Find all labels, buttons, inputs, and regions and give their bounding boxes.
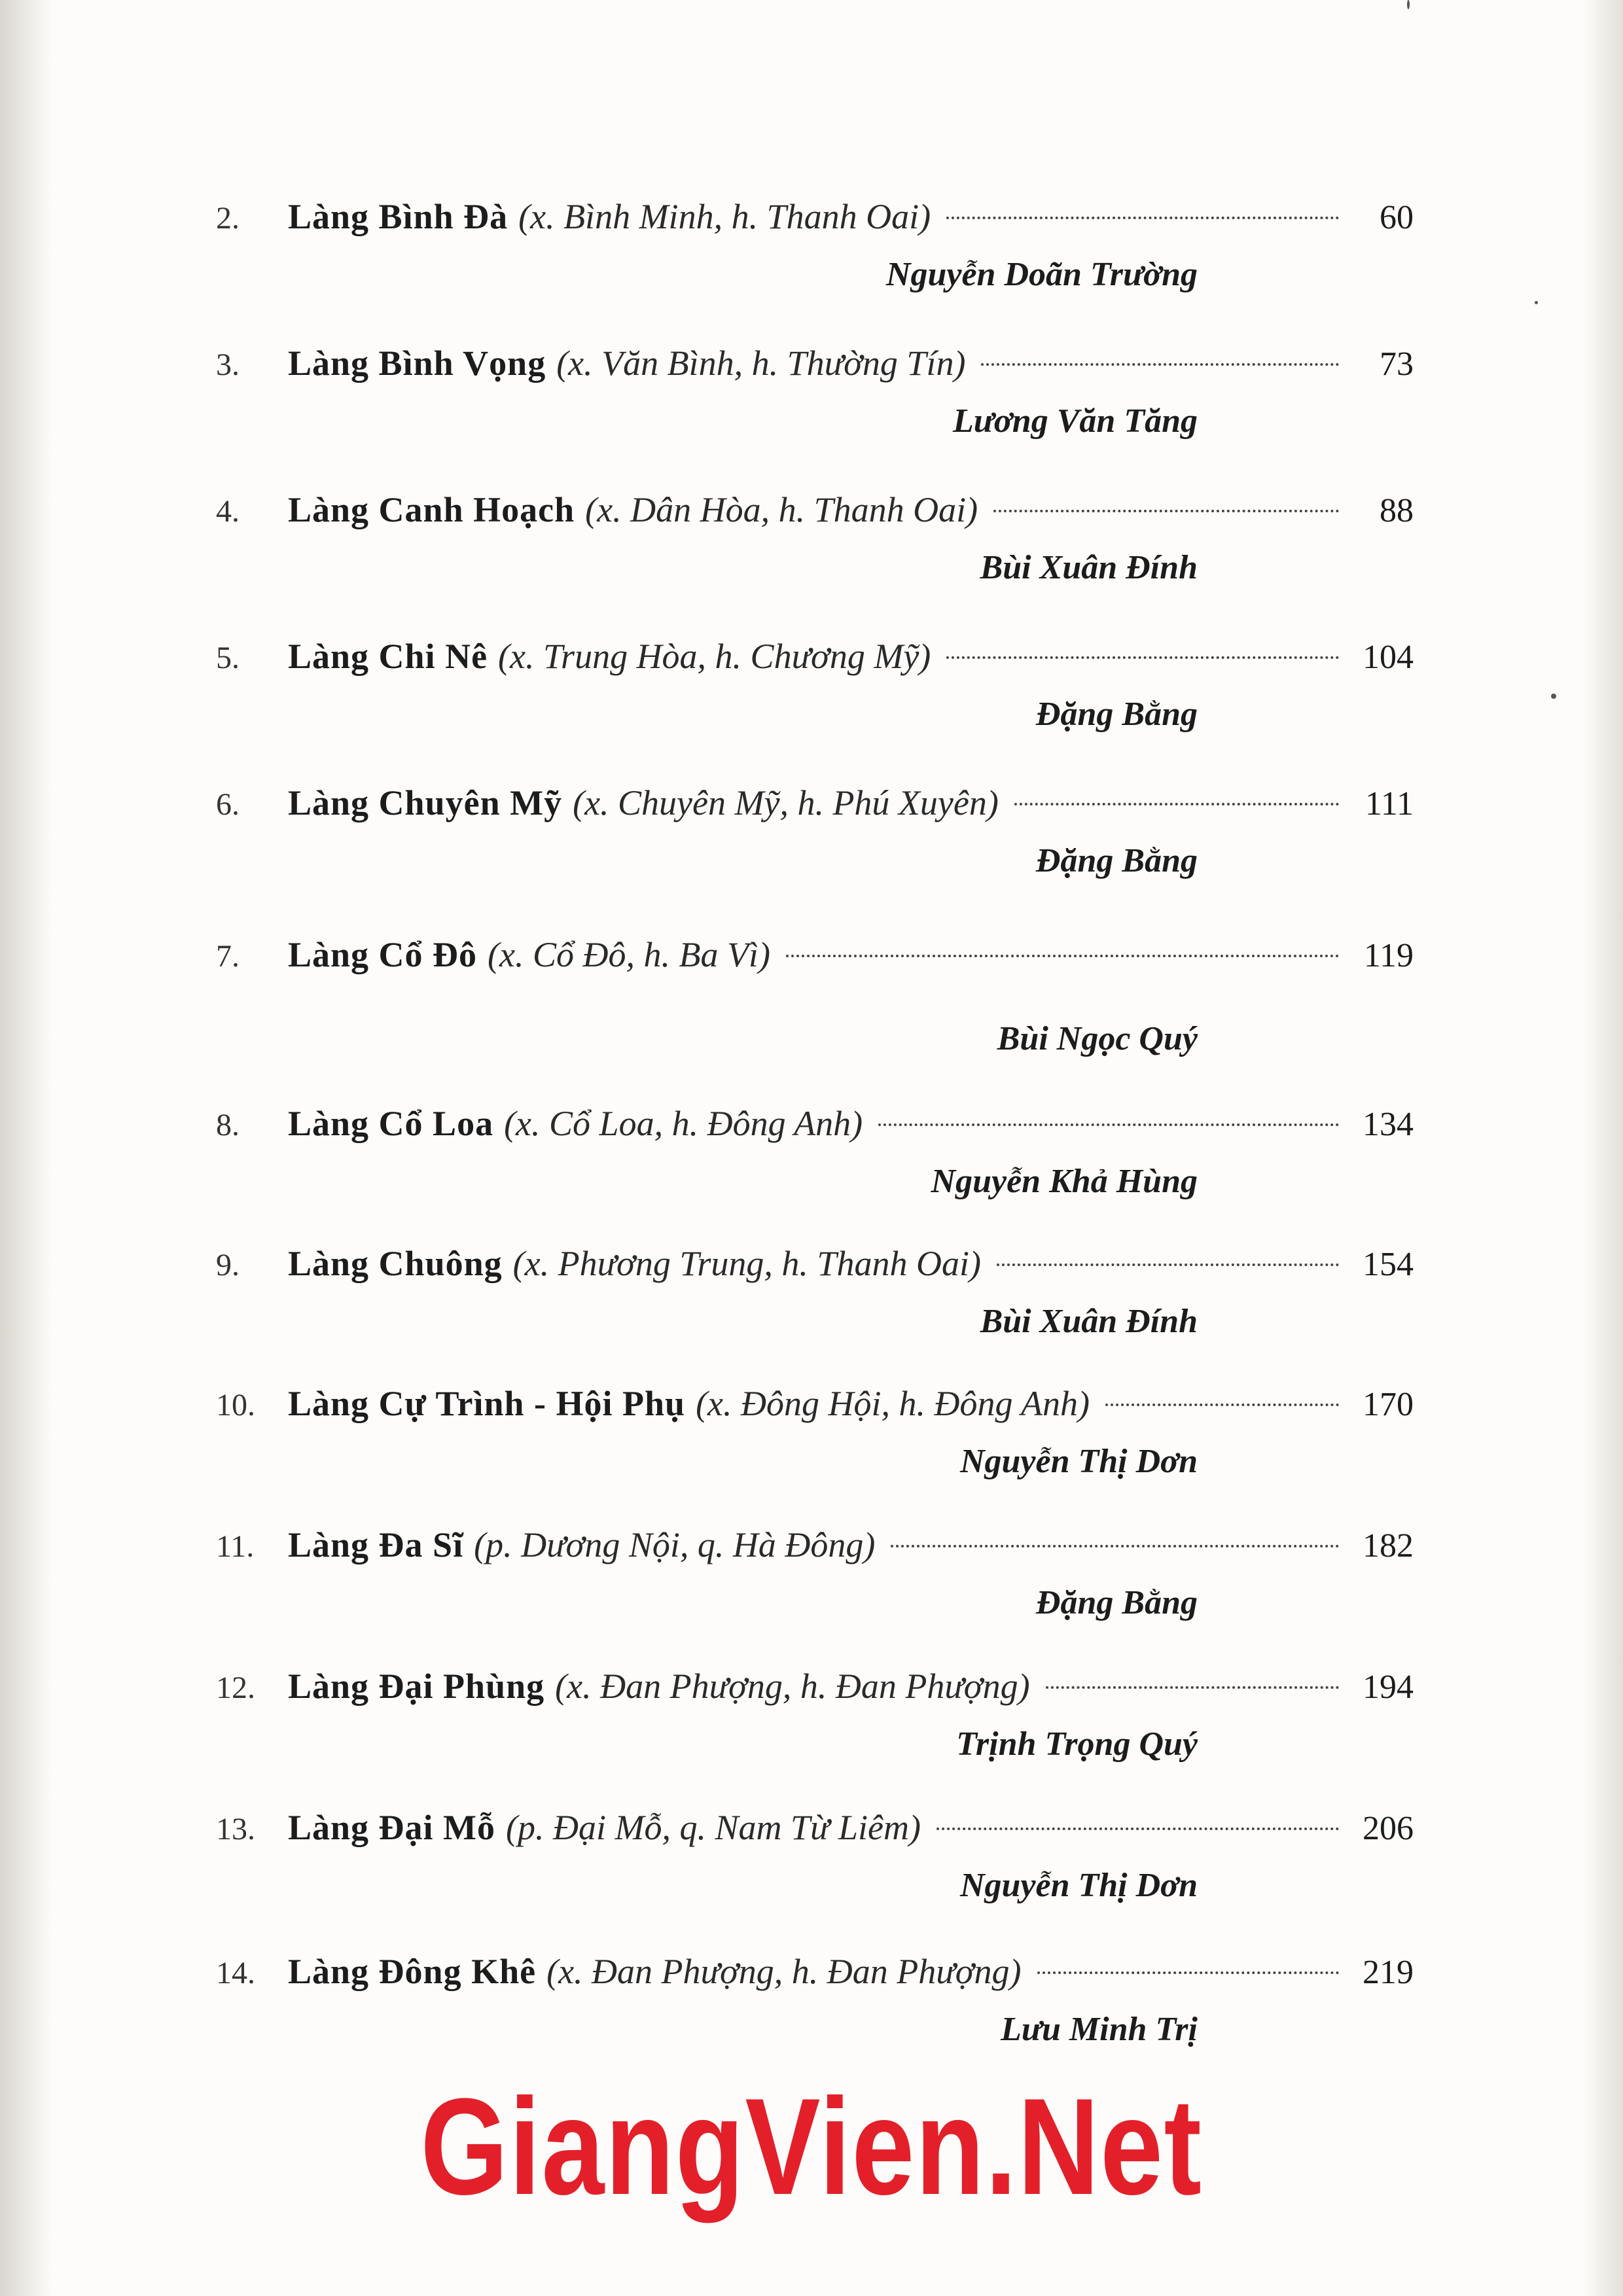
page-number: 194 xyxy=(1363,1669,1414,1706)
toc-entry[interactable] xyxy=(216,1666,1414,1797)
entry-number: 6. xyxy=(216,787,240,822)
entry-author: Bùi Xuân Đính xyxy=(980,1303,1198,1340)
entry-author: Nguyễn Thị Dơn xyxy=(959,1867,1198,1904)
dot-leader xyxy=(786,928,1339,957)
toc-entry-line xyxy=(216,1807,1414,1860)
village-location: (x. Dân Hòa, h. Thanh Oai) xyxy=(585,490,978,529)
entry-number: 8. xyxy=(216,1108,240,1142)
page-number: 104 xyxy=(1363,639,1414,676)
village-location: (x. Phương Trung, h. Thanh Oai) xyxy=(512,1244,981,1283)
page-right-edge-shadow xyxy=(1584,0,1623,2296)
village-location: (x. Trung Hòa, h. Chương Mỹ) xyxy=(498,637,931,676)
dot-leader xyxy=(878,1097,1339,1126)
toc-entry[interactable] xyxy=(216,636,1414,767)
entry-author: Trịnh Trọng Quý xyxy=(956,1725,1198,1763)
toc-entry[interactable] xyxy=(216,1951,1414,2082)
toc-entry-line xyxy=(216,783,1414,835)
entry-author: Bùi Xuân Đính xyxy=(980,549,1198,586)
village-name: Làng Bình Đà xyxy=(288,197,508,236)
entry-number: 11. xyxy=(216,1529,255,1564)
entry-author: Nguyễn Khả Hùng xyxy=(931,1163,1198,1200)
scan-speck xyxy=(1407,0,1410,9)
entry-number: 13. xyxy=(216,1812,255,1846)
entry-number: 4. xyxy=(216,494,240,529)
dot-leader xyxy=(946,190,1339,219)
village-location: (x. Đan Phượng, h. Đan Phượng) xyxy=(546,1952,1022,1991)
toc-entry-line xyxy=(216,1951,1414,2004)
site-watermark: GiangVien.Net xyxy=(420,2070,1203,2223)
dot-leader xyxy=(1046,1660,1339,1689)
dot-leader xyxy=(1105,1377,1339,1406)
entry-number: 10. xyxy=(216,1388,255,1422)
entry-author: Đặng Bằng xyxy=(1035,696,1198,733)
village-location: (x. Cổ Đô, h. Ba Vì) xyxy=(488,935,770,974)
dot-leader xyxy=(946,630,1339,659)
village-location: (x. Chuyên Mỹ, h. Phú Xuyên) xyxy=(573,783,999,822)
page-number: 88 xyxy=(1380,492,1414,529)
dot-leader xyxy=(936,1801,1339,1830)
entry-number: 12. xyxy=(216,1670,255,1705)
page-number: 111 xyxy=(1364,785,1414,822)
entry-number: 14. xyxy=(216,1956,255,1990)
village-location: (x. Bình Minh, h. Thanh Oai) xyxy=(518,197,931,236)
toc-entry-line xyxy=(216,934,1414,987)
toc-entry-line xyxy=(216,489,1414,542)
village-name: Làng Chuông xyxy=(288,1244,503,1283)
entry-author: Nguyễn Thị Dơn xyxy=(959,1443,1198,1480)
entry-author: Lưu Minh Trị xyxy=(1001,2011,1198,2048)
village-name: Làng Cổ Đô xyxy=(288,935,478,974)
dot-leader xyxy=(1037,1945,1339,1974)
dot-leader xyxy=(997,1237,1339,1266)
toc-entry[interactable] xyxy=(216,1383,1414,1514)
toc-entry[interactable] xyxy=(216,196,1414,327)
village-location: (x. Cổ Loa, h. Đông Anh) xyxy=(504,1104,863,1143)
toc-entry-line xyxy=(216,1243,1414,1296)
toc-entry[interactable] xyxy=(216,783,1414,913)
toc-entry[interactable] xyxy=(216,1103,1414,1234)
page-number: 206 xyxy=(1363,1810,1414,1847)
village-name: Làng Đa Sĩ xyxy=(288,1525,464,1564)
page-left-edge-shadow xyxy=(0,0,52,2296)
dot-leader xyxy=(981,337,1339,366)
entry-number: 9. xyxy=(216,1248,240,1282)
toc-entry-line xyxy=(216,196,1414,249)
entry-author: Lương Văn Tăng xyxy=(952,402,1198,440)
page-number: 219 xyxy=(1363,1954,1414,1991)
toc-entry[interactable] xyxy=(216,343,1414,474)
toc-entry-line xyxy=(216,636,1414,688)
toc-entry[interactable] xyxy=(216,1525,1414,1655)
page-number: 182 xyxy=(1363,1527,1414,1564)
entry-number: 2. xyxy=(216,201,240,236)
entry-number: 5. xyxy=(216,641,240,675)
toc-entry[interactable] xyxy=(216,1807,1414,1938)
toc-entry[interactable] xyxy=(216,934,1414,1065)
village-name: Làng Đại Mỗ xyxy=(288,1808,496,1847)
scan-speck xyxy=(1535,301,1538,304)
village-name: Làng Chi Nê xyxy=(288,637,488,676)
village-location: (p. Đại Mỗ, q. Nam Từ Liêm) xyxy=(506,1808,921,1847)
toc-entry-line xyxy=(216,1666,1414,1718)
village-name: Làng Chuyên Mỹ xyxy=(288,783,563,822)
entry-number: 7. xyxy=(216,939,240,974)
entry-author: Nguyễn Doãn Trường xyxy=(885,256,1198,293)
scan-speck xyxy=(1551,694,1556,699)
village-name: Làng Canh Hoạch xyxy=(288,490,575,529)
dot-leader xyxy=(993,484,1339,512)
toc-entry[interactable] xyxy=(216,1243,1414,1374)
entry-author: Đặng Bằng xyxy=(1035,1584,1198,1621)
village-location: (x. Đan Phượng, h. Đan Phượng) xyxy=(555,1667,1030,1706)
village-name: Làng Đông Khê xyxy=(288,1952,537,1991)
village-name: Làng Đại Phùng xyxy=(288,1667,545,1706)
page-number: 60 xyxy=(1380,199,1414,236)
dot-leader xyxy=(891,1519,1339,1547)
page-number: 170 xyxy=(1363,1386,1414,1423)
entry-number: 3. xyxy=(216,347,240,382)
toc-entry-line xyxy=(216,1383,1414,1436)
village-location: (x. Đông Hội, h. Đông Anh) xyxy=(696,1384,1090,1423)
toc-entry[interactable] xyxy=(216,489,1414,620)
page-number: 73 xyxy=(1380,345,1414,383)
village-location: (x. Văn Bình, h. Thường Tín) xyxy=(556,344,966,383)
village-name: Làng Bình Vọng xyxy=(288,344,546,383)
village-location: (p. Dương Nội, q. Hà Đông) xyxy=(474,1525,876,1564)
village-name: Làng Cổ Loa xyxy=(288,1104,494,1143)
village-name: Làng Cự Trình - Hội Phụ xyxy=(288,1384,686,1423)
toc-entry-line xyxy=(216,1525,1414,1577)
page-number: 154 xyxy=(1363,1246,1414,1283)
dot-leader xyxy=(1014,777,1339,805)
entry-author: Bùi Ngọc Quý xyxy=(997,1020,1198,1057)
page-number: 134 xyxy=(1363,1106,1414,1143)
entry-author: Đặng Bằng xyxy=(1035,842,1198,879)
toc-entry-line xyxy=(216,343,1414,395)
toc-entry-line xyxy=(216,1103,1414,1156)
page-number: 119 xyxy=(1363,937,1414,974)
